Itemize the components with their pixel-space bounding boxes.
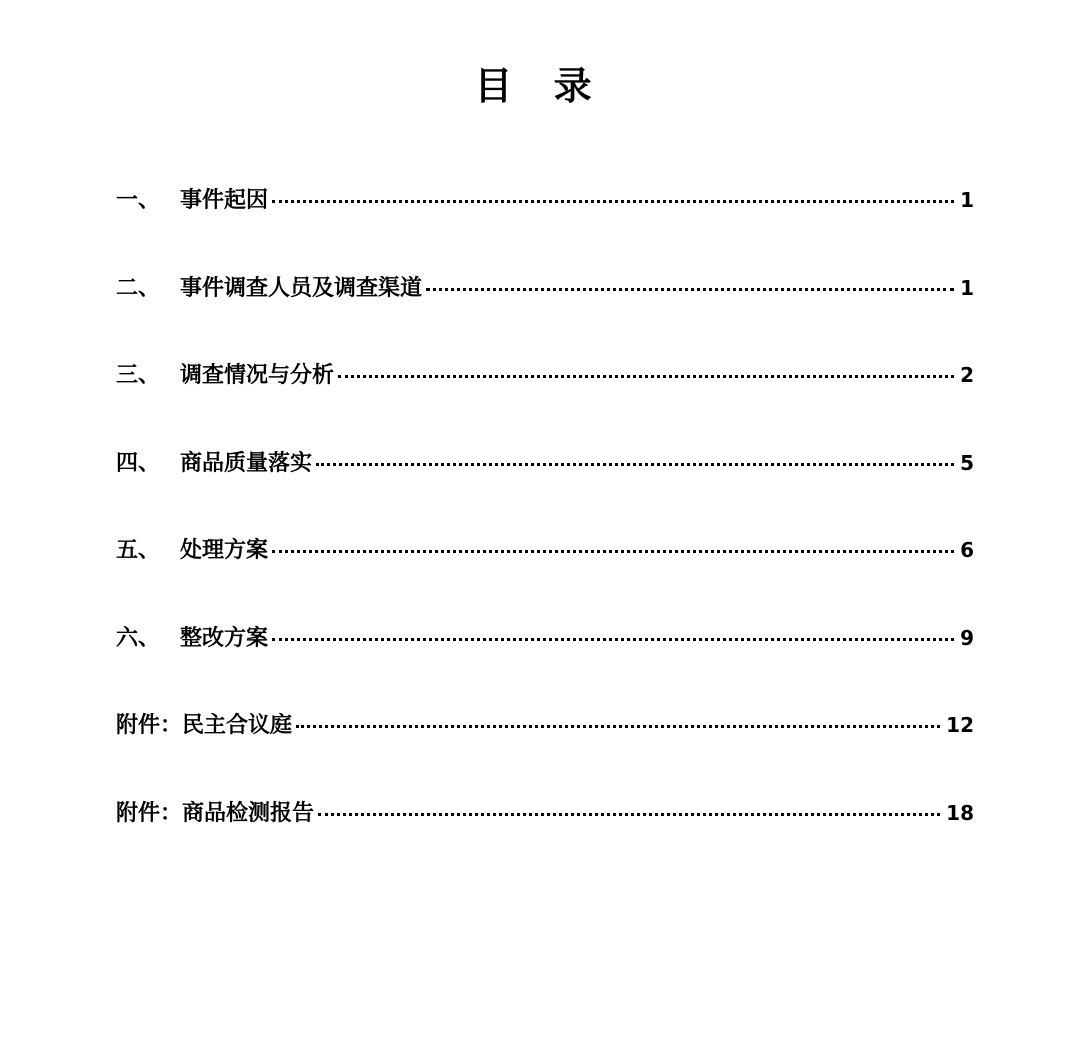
toc-entry-number: 三、 <box>116 363 161 388</box>
toc-entry-number: 一、 <box>116 188 161 213</box>
dot-leader <box>296 725 940 728</box>
toc-entry-title: 整改方案 <box>180 625 269 651</box>
toc-entry-title: 民主合议庭 <box>182 713 293 738</box>
toc-entry-number: 五、 <box>116 538 161 563</box>
toc-entry-page: 5 <box>960 450 974 475</box>
toc-entry-3[interactable] <box>116 353 974 441</box>
toc-entry-6[interactable] <box>116 616 974 704</box>
toc-entry-number: 附件： <box>116 800 183 826</box>
toc-entry-2[interactable] <box>116 266 974 354</box>
toc-entry-title: 调查情况与分析 <box>180 363 335 388</box>
toc-entry-number: 附件： <box>116 713 183 738</box>
page-title: 目 录 <box>474 64 606 108</box>
dot-leader <box>426 288 954 291</box>
toc-entry-page: 6 <box>960 538 974 562</box>
toc-entry-appendix-2[interactable] <box>116 791 974 879</box>
dot-leader <box>272 638 954 641</box>
dot-leader <box>338 375 954 378</box>
toc-entry-page: 1 <box>960 188 974 212</box>
toc-entry-page: 18 <box>946 800 974 825</box>
toc-entry-title: 处理方案 <box>180 538 269 563</box>
dot-leader <box>272 200 954 203</box>
toc-entry-title: 事件起因 <box>180 188 269 213</box>
toc-entry-page: 12 <box>946 713 974 737</box>
toc-entry-number: 六、 <box>116 625 161 651</box>
toc-entry-number: 四、 <box>116 450 161 476</box>
dot-leader <box>272 550 954 553</box>
toc-entry-title: 商品质量落实 <box>180 450 313 476</box>
toc-entry-title: 事件调查人员及调查渠道 <box>180 275 423 301</box>
dot-leader <box>316 463 954 466</box>
toc-entry-appendix-1[interactable] <box>116 703 974 791</box>
toc-entry-title: 商品检测报告 <box>182 800 315 826</box>
table-of-contents <box>116 178 974 878</box>
toc-entry-page: 1 <box>960 275 974 300</box>
toc-entry-5[interactable] <box>116 528 974 616</box>
toc-entry-number: 二、 <box>116 275 161 301</box>
dot-leader <box>318 813 940 816</box>
toc-entry-1[interactable] <box>116 178 974 266</box>
toc-entry-page: 2 <box>960 363 974 387</box>
toc-entry-4[interactable] <box>116 441 974 529</box>
toc-entry-page: 9 <box>960 625 974 650</box>
